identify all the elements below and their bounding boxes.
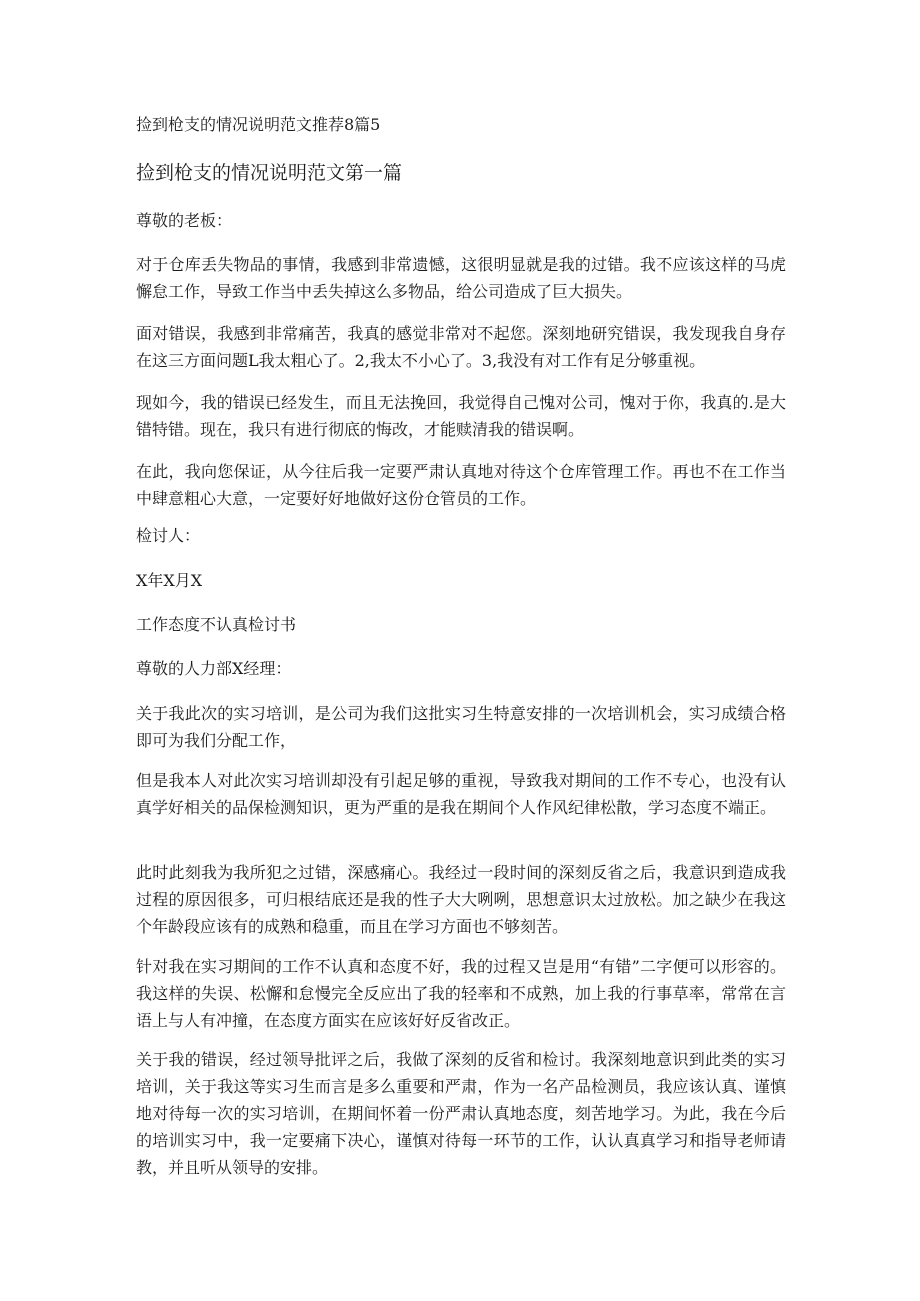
paragraph: 关于我的错误，经过领导批评之后，我做了深刻的反省和检讨。我深刻地意识到此类的实习培训，关于我这等实习生而言是多么重要和严肃，作为一名产品检测员，我应该认真、谨慎地对待每一次的实习培训，在期间怀着一份严肃认真地态度，刻苦地学习。为此，我在今后的培训实习中，我一定要痛下决心，谨慎对待每一环节的工作，认认真真学习和指导老师请教，并且听从领导的安排。 [136, 1050, 786, 1177]
signature-label: 检讨人： [136, 526, 201, 545]
paragraph: 但是我本人对此次实习培训却没有引起足够的重视，导致我对期间的工作不专心，也没有认真学好相关的品保检测知识，更为严重的是我在期间个人作风纪律松散，学习态度不端正。 [136, 771, 786, 817]
section-title: 捡到枪支的情况说明范文第一篇 [136, 162, 403, 184]
salutation: 尊敬的老板： [136, 211, 233, 230]
paragraph: 针对我在实习期间的工作不认真和态度不好，我的过程又岂是用“有错”二字便可以形容的。我这样的失误、松懈和怠慢完全反应出了我的轻率和不成熟，加上我的行事草率，常常在言语上与人有冲撞，在态度方面实在应该好好反省改正。 [136, 957, 786, 1030]
subheading: 工作态度不认真检讨书 [136, 615, 297, 634]
paragraph: 对于仓库丢失物品的事情，我感到非常遗憾，这很明显就是我的过错。我不应该这样的马虎懈怠工作，导致工作当中丢失掉这么多物品，给公司造成了巨大损失。 [136, 255, 786, 301]
paragraph: 此时此刻我为我所犯之过错，深感痛心。我经过一段时间的深刻反省之后，我意识到造成我过程的原因很多，可归根结底还是我的性子大大咧咧，思想意识太过放松。加之缺少在我这个年龄段应该有的成熟和稳重，而且在学习方面也不够刻苦。 [136, 863, 786, 936]
paragraph: 面对错误，我感到非常痛苦，我真的感觉非常对不起您。深刻地研究错误，我发现我自身存在这三方面问题L我太粗心了。2,我太不小心了。3,我没有对工作有足分够重视。 [136, 324, 786, 370]
paragraph: 关于我此次的实习培训，是公司为我们这批实习生特意安排的一次培训机会，实习成绩合格即可为我们分配工作， [136, 704, 786, 750]
date-line: X年X月X [136, 571, 203, 590]
paragraph: 现如今，我的错误已经发生，而且无法挽回，我觉得自己愧对公司，愧对于你，我真的.是大错特错。现在，我只有进行彻底的悔改，才能赎清我的错误啊。 [136, 393, 786, 439]
salutation: 尊敬的人力部X经理： [136, 659, 292, 678]
paragraph: 在此，我向您保证，从今往后我一定要严肃认真地对待这个仓库管理工作。再也不在工作当中肆意粗心大意，一定要好好地做好这份仓管员的工作。 [136, 462, 786, 508]
document-title: 捡到枪支的情况说明范文推荐8篇5 [136, 115, 381, 134]
